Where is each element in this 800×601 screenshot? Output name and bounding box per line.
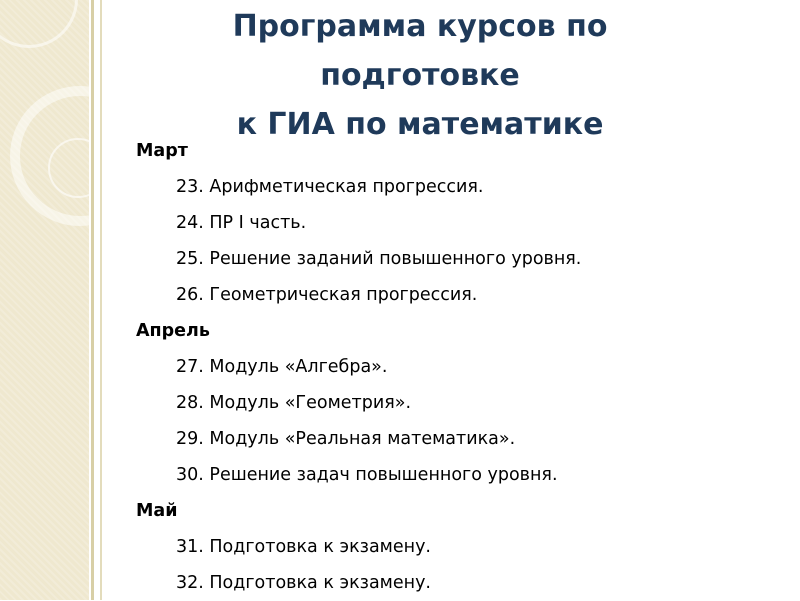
month-heading-april: Апрель: [136, 321, 210, 341]
schedule-item: 25. Решение заданий повышенного уровня.: [176, 249, 582, 269]
course-schedule: [136, 133, 786, 601]
schedule-item: 28. Модуль «Геометрия».: [176, 393, 412, 413]
schedule-item: 32. Подготовка к экзамену.: [176, 573, 431, 593]
schedule-item: 24. ПР I часть.: [176, 213, 307, 233]
schedule-item: 23. Арифметическая прогрессия.: [176, 177, 484, 197]
title-line: к ГИА по математике: [236, 107, 604, 142]
month-heading-march: Март: [136, 141, 188, 161]
decorative-sidebar: [0, 0, 89, 600]
title-line: подготовке: [320, 58, 520, 93]
schedule-item: 26. Геометрическая прогрессия.: [176, 285, 478, 305]
schedule-item: 31. Подготовка к экзамену.: [176, 537, 431, 557]
page-title: [150, 2, 690, 149]
sidebar-border-line: [91, 0, 94, 600]
schedule-item: 30. Решение задач повышенного уровня.: [176, 465, 558, 485]
sidebar-border-line: [100, 0, 102, 600]
schedule-item: 27. Модуль «Алгебра».: [176, 357, 388, 377]
schedule-item: 29. Модуль «Реальная математика».: [176, 429, 516, 449]
month-heading-may: Май: [136, 501, 178, 521]
ring-ornament: [0, 0, 78, 48]
title-line: Программа курсов по: [232, 9, 608, 44]
